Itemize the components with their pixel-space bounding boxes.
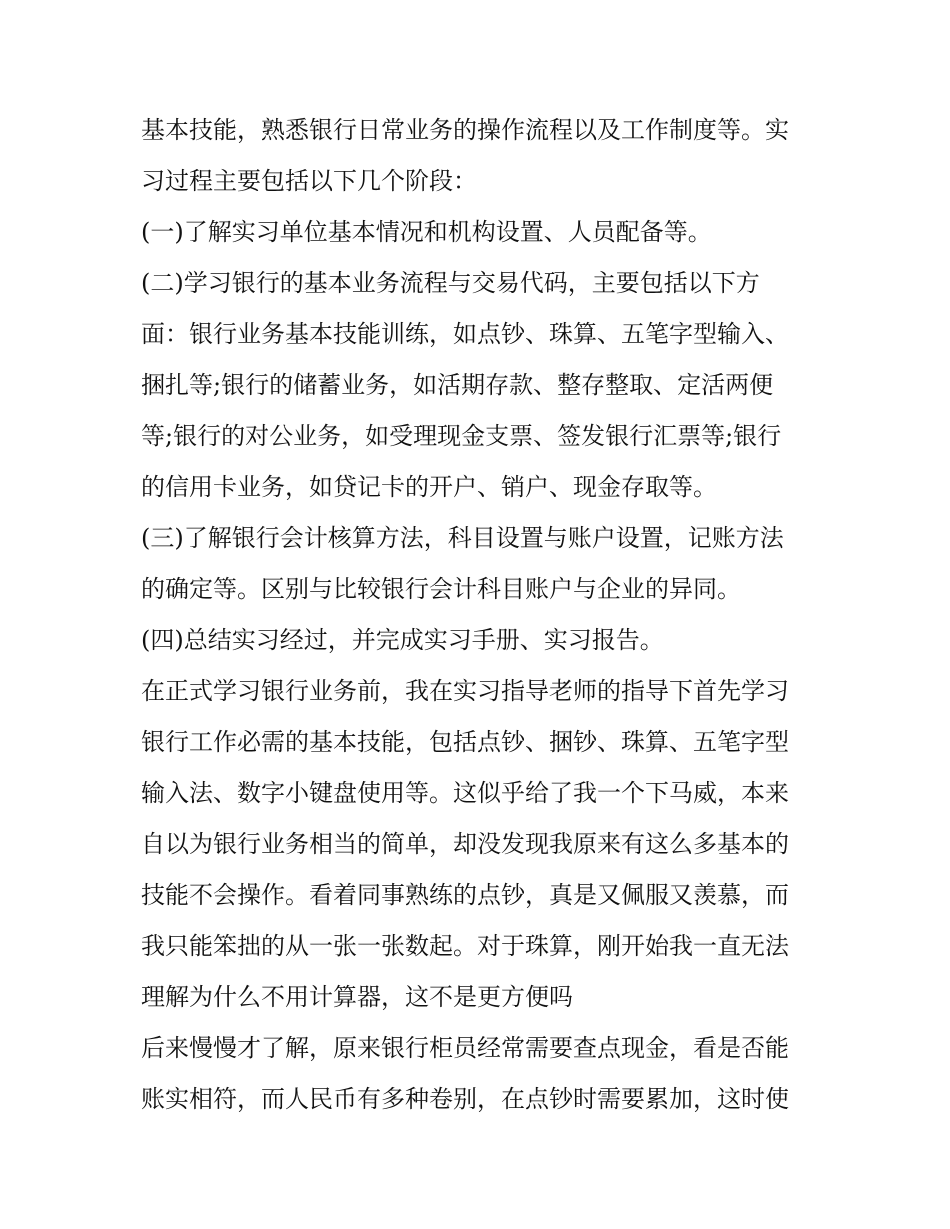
text-line: (一)了解实习单位基本情况和机构设置、人员配备等。: [141, 218, 712, 246]
text-line: 后来慢慢才了解，原来银行柜员经常需要查点现金，看是否能: [141, 1034, 789, 1062]
text-line: 等;银行的对公业务，如受理现金支票、签发银行汇票等;银行: [141, 422, 782, 450]
text-line: 账实相符，而人民币有多种卷别，在点钞时需要累加，这时使: [141, 1085, 789, 1113]
document-body: [141, 105, 813, 1125]
text-line: 的确定等。区别与比较银行会计科目账户与企业的异同。: [141, 575, 741, 603]
text-line: 我只能笨拙的从一张一张数起。对于珠算，刚开始我一直无法: [141, 932, 789, 960]
text-line: 在正式学习银行业务前，我在实习指导老师的指导下首先学习: [141, 677, 789, 705]
text-line: 捆扎等;银行的储蓄业务，如活期存款、整存整取、定活两便: [141, 371, 774, 399]
text-line: (二)学习银行的基本业务流程与交易代码，主要包括以下方: [141, 269, 760, 297]
text-line: 基本技能，熟悉银行日常业务的操作流程以及工作制度等。实: [141, 116, 789, 144]
text-line: 技能不会操作。看着同事熟练的点钞，真是又佩服又羡慕，而: [141, 881, 789, 909]
text-line: 银行工作必需的基本技能，包括点钞、捆钞、珠算、五笔字型: [141, 728, 789, 756]
text-line: 理解为什么不用计算器，这不是更方便吗: [141, 983, 573, 1011]
text-line: (四)总结实习经过，并完成实习手册、实习报告。: [141, 626, 664, 654]
text-line: 习过程主要包括以下几个阶段：: [141, 167, 477, 195]
text-line: (三)了解银行会计核算方法，科目设置与账户设置，记账方法: [141, 524, 784, 552]
text-line: 输入法、数字小键盘使用等。这似乎给了我一个下马威，本来: [141, 779, 789, 807]
text-line: 的信用卡业务，如贷记卡的开户、销户、现金存取等。: [141, 473, 717, 501]
text-line: 自以为银行业务相当的简单，却没发现我原来有这么多基本的: [141, 830, 789, 858]
text-line: 面：银行业务基本技能训练，如点钞、珠算、五笔字型输入、: [141, 320, 789, 348]
